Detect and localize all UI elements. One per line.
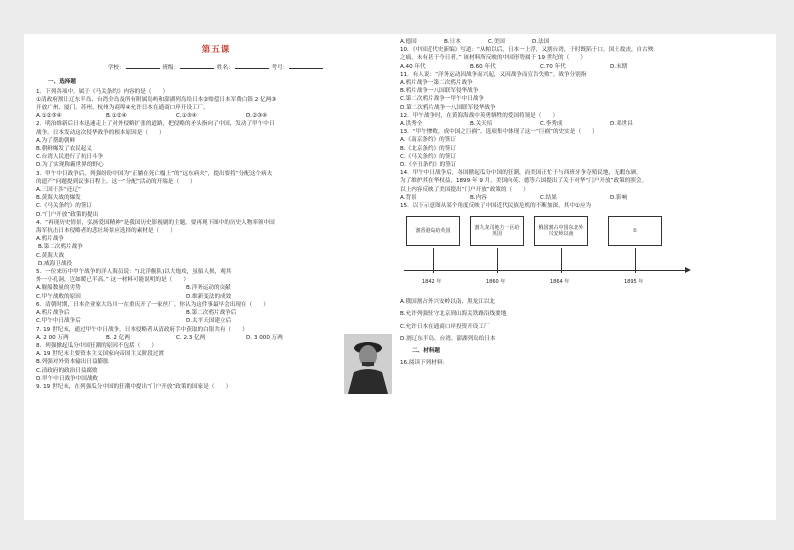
option[interactable]: C.结果	[540, 194, 557, 201]
option[interactable]: A.舰船数量的劣势	[36, 285, 81, 292]
timeline-axis	[404, 270, 688, 271]
option[interactable]: D. 3 000 万两	[246, 334, 283, 341]
option[interactable]: D.太平天国建立后	[186, 318, 232, 325]
option[interactable]: B.鸦片战争一八国联军侵华战争	[400, 88, 479, 95]
option[interactable]: A.德国	[400, 39, 417, 45]
option[interactable]: B. 2 亿两	[106, 334, 130, 341]
option[interactable]: C.70 年代	[540, 63, 566, 70]
option[interactable]: A. 2 00 万两	[36, 334, 69, 341]
option[interactable]: D.法国	[532, 39, 550, 45]
question-9: 9. 19 世纪末，在列强瓜分中国的狂潮中提出“门户开放”政策的国家是（ ）	[36, 383, 232, 390]
option[interactable]: C.清政府的政治日益腐败	[36, 367, 98, 374]
connector-line	[497, 248, 498, 268]
option[interactable]: B.①②④	[106, 113, 127, 120]
name-label: 姓名：	[216, 65, 234, 72]
option[interactable]: B.允许列强驻守北京到山海关铁路沿线要地	[400, 311, 507, 318]
options	[36, 293, 396, 301]
option[interactable]: C.第二次鸦片战争一甲午中日战争	[400, 96, 484, 103]
question-10: 10．《中国近代史新编》写道：“从帕以后，日本一上浮，又割台湾，于时既陷于口，国土故丧，自古殃 之痛，未有甚于今日者。” 该材料所反映的中国形势属于 19 世纪的（ ） A.40 年代 B.60 年代 C.70 年代 D.末期	[400, 46, 770, 71]
option[interactable]: B.60 年代	[470, 63, 496, 70]
question-13: 13．“甲午惨败，成中国之巨祸”。选项集中体现了这一“巨祸”的史实是（ ） A.《南京条约》的签订 B.《北京条约》的签订 C.《马关条约》的签订 D.《辛丑条约》的签订	[400, 128, 770, 169]
connector-line	[635, 248, 636, 268]
option[interactable]: C.美国	[488, 39, 505, 45]
option[interactable]: A.鸦片战争一第二次鸦片战争	[400, 80, 473, 87]
option[interactable]: A.俄国割占外兴安岭以南、黑龙江以北	[400, 299, 496, 306]
timeline-event-box: 割九龙司地方一区给英国	[470, 216, 524, 246]
option[interactable]: A.鸦片战争后	[36, 310, 70, 317]
option[interactable]: A.三国干涉“还辽”	[36, 187, 81, 194]
question-4: 4．“再现历史情景，弘扬爱国精神”是我国历史影视剧的主题。要再现下图中的历史人物率领中国 海军抗击日本侵略者的悲壮场景应选择的素材是（ ） A.鸦片战争 B.第二次鸦片战争 C.黄海大战 D.威海卫战役	[36, 219, 396, 268]
question-6: 6．清朝时期，日本企业家大岛川一在重庆开了一家丝厂。你认为这件事最早会出现在（ ） A.鸦片战争后 B.第二次鸦片战争后 C.甲午中日战争后 D.太平天国建立后	[36, 301, 396, 326]
historical-portrait-image	[344, 334, 392, 394]
timeline-tick	[635, 267, 636, 273]
class-label: 班级：	[162, 65, 180, 72]
option[interactable]: D.维新变法的成效	[186, 293, 232, 300]
timeline-event-box: ①	[608, 216, 662, 246]
section-heading: 一、选择题	[48, 79, 76, 86]
option[interactable]: D.为了实现称霸世界的野心	[36, 162, 104, 169]
timeline-year: 1895 年	[624, 279, 644, 286]
question-15: 15．以下示意图从某个角度反映了中国近代民族危机的不断加深，其中①应为 割香港岛给英国 割九龙司地方一区给英国 俄国割占中国东北外兴安岭以南 ① 1842 年 1860 年 1864 年 1895 年 A.俄国割占外兴安岭以南、黑龙江以北 B.允许列强驻守北京到山海关铁路沿线要地 C.允许日本在通商口岸投资开设工厂 D.割辽东半岛、台湾、澎湖列岛给日本	[400, 202, 770, 343]
option[interactable]: C.台湾人民进行了抗日斗争	[36, 154, 104, 161]
option[interactable]: C.《马关条约》的签订	[400, 153, 457, 160]
connector-line	[561, 248, 562, 268]
option[interactable]: D.威海卫战役	[38, 260, 73, 267]
question-12: 12．甲午战争时，在黄海海战中英勇牺牲的爱国将领是（ ） A.洪秀全 B.关天培 C.李秀成 D.邓世昌	[400, 112, 770, 128]
option[interactable]: B.第二次鸦片战争后	[186, 310, 237, 317]
option[interactable]: D.割辽东半岛、台湾、澎湖列岛给日本	[400, 335, 496, 342]
section-heading: 二、材料题	[412, 348, 440, 355]
options	[36, 112, 396, 120]
options	[36, 317, 396, 325]
left-column	[36, 34, 396, 391]
options	[400, 120, 770, 128]
option[interactable]: A.①②③④	[36, 113, 62, 120]
question-16: 16.阅读下列材料：	[400, 360, 449, 367]
option[interactable]: D.影响	[610, 194, 628, 201]
timeline-tick	[433, 267, 434, 273]
timeline-year: 1864 年	[550, 279, 570, 286]
arrow-right-icon	[685, 267, 691, 273]
question-1: 1．下列各项中，属于《马关条约》内容的是（ ） ①清政府割让辽东半岛、台湾全岛及所有附属岛屿和澎湖列岛给日本②赔偿日本军费白银 2 亿两③ 开放广州、厦门、苏州、杭州为商埠④允许日本在通商口岸开设工厂。 A.①②③④ B.①②④ C.①③④ D.②③④	[36, 88, 396, 121]
option[interactable]: B.黄海大战的爆发	[36, 195, 81, 202]
option[interactable]: D.②③④	[246, 113, 268, 120]
timeline-diagram	[400, 212, 770, 296]
student-info	[36, 62, 396, 72]
option[interactable]: B.关天培	[470, 121, 493, 128]
timeline-year: 1842 年	[422, 279, 442, 286]
timeline-tick	[497, 267, 498, 273]
option[interactable]: A. 19 世纪末主要资本主义国家向帝国主义阶段过渡	[36, 351, 165, 358]
page-title: 第五课	[201, 45, 231, 55]
right-column	[400, 34, 770, 367]
question-8: 8．列强掀起瓜分中国狂潮的原因不包括（ ） A. 19 世纪末主要资本主义国家向帝国主义阶段过渡 B.列强对外资本输出日益膨胀 C.清政府的政治日益腐败 D.甲午中日战争中国战败	[36, 342, 396, 383]
option[interactable]: A.鸦片战争	[36, 236, 64, 243]
option[interactable]: C.黄海大战	[36, 252, 65, 259]
question-3: 3．甲午中日战争后，列强纷纷中国为“正躺在死亡榻上”的“远东病夫”，提出要将“分配这个病夫 的遗产”问题提到议事日程上。这一“分配”活动的开端是（ ） A.三国干涉“还辽” B.黄海大战的爆发 C.《马关条约》的签订 D.“门户开放”政策的提出	[36, 170, 396, 219]
connector-line	[433, 248, 434, 268]
options	[36, 284, 396, 292]
option[interactable]: A.洪秀全	[400, 121, 423, 128]
timeline-tick	[561, 267, 562, 273]
options	[36, 309, 396, 317]
option[interactable]: D.甲午中日战争中国战败	[36, 375, 99, 382]
timeline-event-box: 割香港岛给英国	[406, 216, 460, 246]
options	[400, 63, 770, 71]
question-7: 7. 19 世纪末，通过甲午中日战争，日本侵略者从清政府手中获取的白银共有（ ） A. 2 00 万两 B. 2 亿两 C. 2.3 亿两 D. 3 000 万两	[36, 326, 396, 342]
options	[400, 194, 770, 202]
option[interactable]: B.洋务运动的贡献	[186, 285, 231, 292]
option[interactable]: B.列强对外资本输出日益膨胀	[36, 359, 109, 366]
q9-options	[400, 38, 770, 46]
question-14: 14．甲午中日战争后，各国掀起瓜分中国的狂潮，而美国正忙于与西班牙争夺殖民地，无暇东顾。 为了维护其在华权益，1899 年 9 月，美国向英、德等六国提出了关于对华“门户开放”政策的照会。 以上内容反映了美国提出“门户开放”政策的（ ） A.背景 B.内容 C.结果 D.影响	[400, 169, 770, 202]
option[interactable]: C.《马关条约》的签订	[36, 203, 93, 210]
question-2: 2．明治维新后日本迅速走上了对外侵略扩张的道路，把侵略的矛头指向了中国，发动了甲午中日 战争。日本发动这次侵华战争的根本原因是（ ） A.为了帮助朝鲜 B.朝鲜爆发了农民起义 C.台湾人民进行了抗日斗争 D.为了实现称霸世界的野心	[36, 120, 396, 169]
option[interactable]: B.内容	[470, 194, 487, 201]
option[interactable]: D.邓世昌	[610, 121, 633, 128]
option[interactable]: A.40 年代	[400, 63, 426, 70]
option[interactable]: C.甲午中日战争后	[36, 318, 81, 325]
option[interactable]: D.末期	[610, 63, 628, 70]
option[interactable]: C. 2.3 亿两	[176, 334, 206, 341]
option[interactable]: B.第二次鸦片战争	[38, 244, 83, 251]
option[interactable]: B.日本	[444, 39, 461, 45]
option[interactable]: A.背景	[400, 194, 417, 201]
class-blank[interactable]	[180, 62, 214, 69]
option[interactable]: A.为了帮助朝鲜	[36, 137, 76, 144]
timeline-year: 1860 年	[486, 279, 506, 286]
question-5: 5．一位来历中甲午战争的洋人海员说：“(北洋舰队)以大炮攻，虽船人损，观其 外一小孔洞，岂如暖已半高。” 这一材料可能说明的是（ ） A.舰船数量的劣势 B.洋务运动的贡献 C.甲午战败的原因 D.维新变法的成效	[36, 268, 396, 301]
option[interactable]: C.李秀成	[540, 121, 563, 128]
exam-no-label: 考号：	[271, 65, 289, 72]
option[interactable]: B.朝鲜爆发了农民起义	[36, 146, 92, 153]
option[interactable]: A.《南京条约》的签订	[400, 137, 456, 144]
exam-page	[24, 34, 776, 520]
option[interactable]: D.《辛丑条约》的签订	[400, 162, 457, 169]
option[interactable]: C.允许日本在通商口岸投资开设工厂	[400, 323, 490, 330]
name-blank[interactable]	[235, 62, 269, 69]
timeline-event-box: 俄国割占中国东北外兴安岭以南	[534, 216, 588, 246]
option[interactable]: C.①③④	[176, 113, 197, 120]
question-11: 11．有人说：“洋务运动因战争而兴起，又因战争而宣告失败”。战争分别指 A.鸦片战争一第二次鸦片战争 B.鸦片战争一八国联军侵华战争 C.第二次鸦片战争一甲午中日战争 D.第二次鸦片战争一八国联军侵华战争	[400, 71, 770, 112]
portrait-figure-icon	[344, 334, 392, 394]
exam-no-blank[interactable]	[289, 62, 323, 69]
option[interactable]: D.第二次鸦片战争一八国联军侵华战争	[400, 104, 496, 111]
options	[36, 334, 396, 342]
option[interactable]: C.甲午战败的原因	[36, 293, 81, 300]
school-label: 学校：	[107, 65, 125, 72]
option[interactable]: D.“门户开放”政策的提出	[36, 211, 99, 218]
option[interactable]: B.《北京条约》的签订	[400, 145, 456, 152]
school-blank[interactable]	[126, 62, 160, 69]
